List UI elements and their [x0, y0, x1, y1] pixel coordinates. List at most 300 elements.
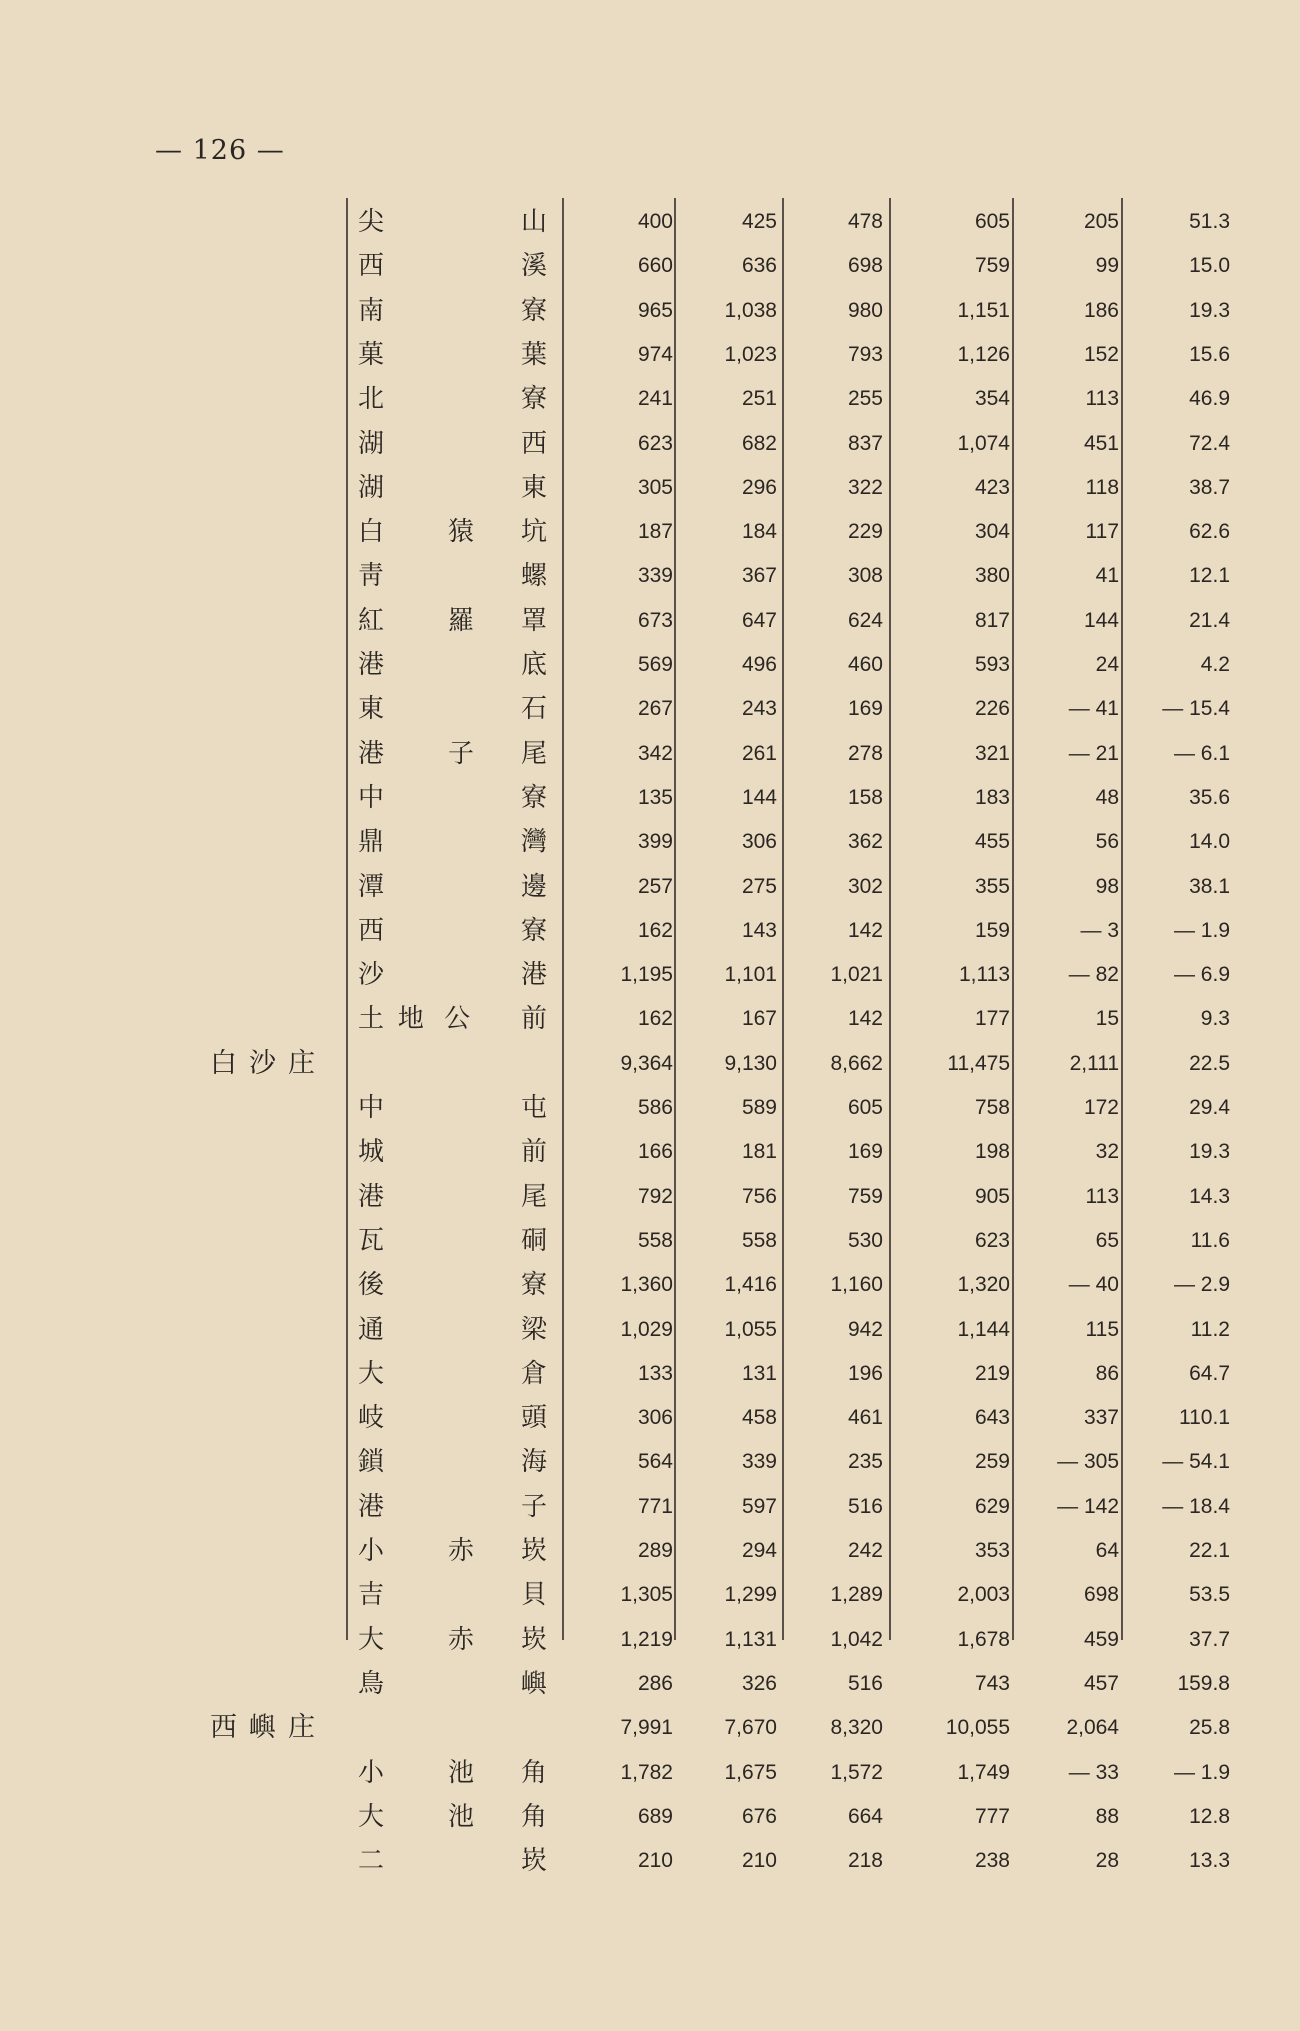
cell-value: 242: [847, 1539, 883, 1562]
place-name-part: 港: [357, 1181, 384, 1212]
cell-value: — 15.4: [1162, 697, 1230, 721]
cell-value: 35.6: [1189, 785, 1230, 809]
cell-value: 41: [1095, 564, 1119, 588]
place-name-part: 子: [447, 738, 474, 769]
cell-value: 354: [974, 387, 1010, 411]
cell-value: 15.6: [1189, 342, 1230, 366]
cell-value: 965: [637, 298, 673, 322]
cell-value: — 1.9: [1173, 918, 1230, 942]
place-name-part: 鳥: [357, 1668, 384, 1699]
table-row: [0, 1308, 1300, 1352]
table-row: [0, 1130, 1300, 1174]
cell-value: 15: [1095, 1007, 1119, 1031]
cell-value: 380: [974, 564, 1010, 588]
cell-value: 516: [847, 1494, 883, 1518]
cell-value: 267: [637, 697, 673, 721]
cell-value: 144: [1083, 608, 1119, 632]
cell-value: 243: [741, 697, 777, 721]
cell-value: 980: [847, 298, 883, 322]
cell-value: 326: [741, 1671, 777, 1695]
cell-value: 144: [741, 785, 777, 809]
place-name-part: 土: [357, 1004, 384, 1035]
cell-value: 32: [1095, 1140, 1119, 1164]
cell-value: 169: [847, 697, 883, 721]
table-row: [0, 1795, 1300, 1839]
cell-value: 10,055: [945, 1716, 1010, 1740]
cell-value: 187: [637, 520, 673, 544]
place-name-part: 港: [357, 1491, 384, 1522]
cell-value: 11.6: [1190, 1228, 1230, 1252]
cell-value: 322: [847, 475, 883, 499]
place-name-part: 尖: [357, 207, 384, 237]
place-name-part: 寮: [520, 915, 547, 946]
cell-value: 219: [974, 1361, 1010, 1385]
table-row: [0, 554, 1300, 598]
place-name-part: 小: [357, 1757, 384, 1788]
cell-value: 64.7: [1189, 1361, 1230, 1385]
place-name-part: 中: [357, 782, 384, 813]
place-name-part: 石: [520, 694, 547, 725]
cell-value: 1,055: [724, 1317, 777, 1341]
table-row: [0, 1529, 1300, 1573]
place-name-part: 北: [357, 384, 384, 415]
place-name-part: 尾: [520, 738, 547, 769]
table-row: [0, 1751, 1300, 1795]
table-row: [0, 510, 1300, 554]
cell-value: 660: [637, 254, 673, 278]
table-row: [0, 1396, 1300, 1440]
cell-value: 362: [847, 830, 883, 854]
place-name-part: 邊: [520, 871, 547, 902]
place-name-part: 池: [447, 1801, 474, 1832]
table-row: [0, 1440, 1300, 1484]
cell-value: — 6.9: [1173, 963, 1230, 987]
cell-value: 25.8: [1189, 1716, 1230, 1740]
place-name-part: 城: [357, 1137, 384, 1168]
place-name-part: 白: [357, 517, 384, 548]
cell-value: — 18.4: [1162, 1494, 1230, 1518]
cell-value: 167: [741, 1007, 777, 1031]
cell-value: 241: [637, 387, 673, 411]
cell-value: 238: [974, 1849, 1010, 1873]
cell-value: 162: [637, 1007, 673, 1031]
cell-value: 38.7: [1189, 475, 1230, 499]
cell-value: 11,475: [947, 1051, 1010, 1075]
cell-value: 198: [974, 1140, 1010, 1164]
cell-value: 28: [1095, 1849, 1119, 1873]
cell-value: 353: [974, 1539, 1010, 1562]
cell-value: 235: [847, 1450, 883, 1474]
cell-value: 196: [847, 1361, 883, 1385]
cell-value: — 41: [1068, 697, 1119, 721]
cell-value: 113: [1085, 387, 1119, 411]
cell-value: 184: [741, 520, 777, 544]
cell-value: 86: [1095, 1361, 1119, 1385]
cell-value: 564: [637, 1450, 673, 1474]
cell-value: 166: [637, 1140, 673, 1164]
cell-value: 698: [847, 254, 883, 278]
place-name-part: 坑: [520, 517, 547, 548]
place-name-part: 二: [357, 1846, 384, 1877]
place-name-part: 羅: [447, 605, 474, 636]
place-name-part: 尾: [520, 1181, 547, 1212]
place-name-part: 沙: [357, 960, 384, 991]
cell-value: 1,126: [957, 342, 1010, 366]
cell-value: 1,675: [724, 1760, 777, 1784]
cell-value: 321: [974, 741, 1010, 765]
cell-value: 46.9: [1189, 387, 1230, 411]
cell-value: 302: [847, 874, 883, 898]
cell-value: 218: [847, 1849, 883, 1873]
cell-value: 7,670: [724, 1716, 777, 1740]
cell-value: 29.4: [1189, 1096, 1230, 1119]
cell-value: 2,003: [957, 1583, 1010, 1607]
cell-value: — 1.9: [1173, 1760, 1230, 1784]
cell-value: 771: [637, 1494, 673, 1518]
cell-value: 516: [847, 1671, 883, 1695]
cell-value: 1,782: [620, 1760, 673, 1784]
cell-value: 9,364: [620, 1051, 673, 1075]
cell-value: 143: [741, 918, 777, 942]
cell-value: 9,130: [724, 1051, 777, 1075]
place-name-part: 灣: [520, 827, 547, 858]
place-name-part: 寮: [520, 782, 547, 813]
cell-value: 251: [741, 387, 777, 411]
table-row: [0, 200, 1300, 244]
place-name-part: 湖: [357, 472, 384, 503]
cell-value: 458: [741, 1406, 777, 1430]
cell-value: 1,029: [620, 1317, 673, 1341]
place-name-part: 紅: [357, 605, 384, 636]
place-name-part: 角: [520, 1757, 547, 1788]
table-row: [0, 1618, 1300, 1662]
place-name-part: 東: [520, 472, 547, 503]
cell-value: 643: [974, 1406, 1010, 1430]
cell-value: — 6.1: [1173, 741, 1230, 765]
cell-value: 24: [1095, 653, 1119, 676]
cell-value: 569: [637, 653, 673, 676]
cell-value: 259: [974, 1450, 1010, 1474]
cell-value: 647: [741, 608, 777, 632]
cell-value: 1,572: [830, 1760, 883, 1784]
cell-value: 623: [637, 431, 673, 455]
place-name-part: 赤: [447, 1624, 474, 1655]
place-name-part: 葉: [520, 339, 547, 370]
place-name-part: 硐: [520, 1225, 547, 1256]
cell-value: 162: [637, 918, 673, 942]
cell-value: 306: [637, 1406, 673, 1430]
cell-value: 210: [741, 1849, 777, 1873]
place-name-part: 鎖: [357, 1447, 384, 1478]
cell-value: 294: [741, 1539, 777, 1562]
table-row: [0, 687, 1300, 731]
cell-value: 337: [1083, 1406, 1119, 1430]
table-row: [0, 1662, 1300, 1706]
place-name-part: 地 公: [397, 1004, 477, 1035]
cell-value: 177: [974, 1007, 1010, 1031]
cell-value: 793: [847, 342, 883, 366]
cell-value: 461: [847, 1406, 883, 1430]
cell-value: 2,064: [1066, 1716, 1119, 1740]
cell-value: 1,131: [724, 1627, 777, 1651]
cell-value: 21.4: [1189, 608, 1230, 632]
cell-value: 777: [974, 1804, 1010, 1828]
cell-value: 605: [974, 210, 1010, 233]
place-name-part: 通: [357, 1314, 384, 1345]
cell-value: 88: [1095, 1804, 1119, 1828]
place-name-part: 吉: [357, 1580, 384, 1611]
table-row: [0, 997, 1300, 1041]
cell-value: 597: [741, 1494, 777, 1518]
table-row: [0, 1175, 1300, 1219]
place-name-part: 瓦: [357, 1225, 384, 1256]
cell-value: 459: [1083, 1627, 1119, 1651]
place-name-part: 倉: [520, 1358, 547, 1389]
cell-value: 226: [974, 697, 1010, 721]
place-name-part: 螺: [520, 561, 547, 592]
cell-value: 286: [637, 1671, 673, 1695]
place-name-part: 岐: [357, 1403, 384, 1434]
cell-value: 210: [637, 1849, 673, 1873]
cell-value: 399: [637, 830, 673, 854]
page-number: — 126 —: [155, 135, 285, 166]
table-row: [0, 333, 1300, 377]
cell-value: 1,038: [724, 298, 777, 322]
place-name-part: 崁: [520, 1624, 547, 1655]
cell-value: 837: [847, 431, 883, 455]
cell-value: 455: [974, 830, 1010, 854]
cell-value: 99: [1095, 254, 1119, 278]
cell-value: 756: [741, 1184, 777, 1208]
place-name-part: 山: [520, 207, 547, 237]
place-name-part: 西: [520, 428, 547, 459]
cell-value: — 33: [1068, 1760, 1119, 1784]
cell-value: 355: [974, 874, 1010, 898]
place-name-part: 崁: [520, 1536, 547, 1566]
table-row: [0, 909, 1300, 953]
cell-value: 15.0: [1189, 254, 1230, 278]
cell-value: 1,219: [620, 1627, 673, 1651]
table-row: [0, 1839, 1300, 1883]
cell-value: 558: [741, 1228, 777, 1252]
place-name-part: 寮: [520, 295, 547, 326]
cell-value: 12.1: [1189, 564, 1230, 588]
cell-value: 1,021: [830, 963, 883, 987]
township-label: 白沙庄: [210, 1047, 327, 1079]
cell-value: 759: [847, 1184, 883, 1208]
place-name-part: 港: [520, 960, 547, 991]
table-row: [0, 377, 1300, 421]
place-name-part: 赤: [447, 1536, 474, 1566]
cell-value: 1,023: [724, 342, 777, 366]
table-row: [0, 732, 1300, 776]
place-name-part: 菓: [357, 339, 384, 370]
township-label: 西嶼庄: [210, 1712, 327, 1744]
cell-value: 339: [637, 564, 673, 588]
cell-value: 205: [1083, 210, 1119, 233]
cell-value: 131: [741, 1361, 777, 1385]
cell-value: 261: [741, 741, 777, 765]
cell-value: 974: [637, 342, 673, 366]
cell-value: 8,662: [830, 1051, 883, 1075]
cell-value: 682: [741, 431, 777, 455]
cell-value: 1,289: [830, 1583, 883, 1607]
cell-value: 1,320: [957, 1273, 1010, 1297]
cell-value: 159: [974, 918, 1010, 942]
cell-value: 19.3: [1189, 1140, 1230, 1164]
cell-value: 792: [637, 1184, 673, 1208]
cell-value: 142: [847, 1007, 883, 1031]
place-name-part: 南: [357, 295, 384, 326]
cell-value: 1,151: [957, 298, 1010, 322]
place-name-part: 中: [357, 1093, 384, 1123]
cell-value: 172: [1083, 1096, 1119, 1119]
table-row: [0, 1485, 1300, 1529]
cell-value: 1,160: [830, 1273, 883, 1297]
cell-value: 673: [637, 608, 673, 632]
cell-value: 152: [1083, 342, 1119, 366]
table-row-subtotal: [0, 1042, 1300, 1086]
cell-value: — 82: [1068, 963, 1119, 987]
cell-value: 1,101: [724, 963, 777, 987]
cell-value: 530: [847, 1228, 883, 1252]
place-name-part: 罩: [520, 605, 547, 636]
place-name-part: 大: [357, 1801, 384, 1832]
cell-value: 13.3: [1189, 1849, 1230, 1873]
cell-value: 689: [637, 1804, 673, 1828]
cell-value: 636: [741, 254, 777, 278]
cell-value: 135: [637, 785, 673, 809]
cell-value: — 21: [1068, 741, 1119, 765]
place-name-part: 東: [357, 694, 384, 725]
cell-value: 158: [847, 785, 883, 809]
cell-value: 72.4: [1189, 431, 1230, 455]
cell-value: 1,305: [620, 1583, 673, 1607]
cell-value: 1,074: [957, 431, 1010, 455]
place-name-part: 角: [520, 1801, 547, 1832]
cell-value: 676: [741, 1804, 777, 1828]
cell-value: 14.0: [1189, 830, 1230, 854]
cell-value: 14.3: [1189, 1184, 1230, 1208]
table-row: [0, 953, 1300, 997]
cell-value: 62.6: [1189, 520, 1230, 544]
cell-value: 758: [974, 1096, 1010, 1119]
cell-value: 133: [637, 1361, 673, 1385]
cell-value: 117: [1085, 520, 1119, 544]
place-name-part: 小: [357, 1536, 384, 1566]
cell-value: 1,360: [620, 1273, 673, 1297]
cell-value: 1,416: [724, 1273, 777, 1297]
place-name-part: 屯: [520, 1093, 547, 1123]
cell-value: — 2.9: [1173, 1273, 1230, 1297]
place-name-part: 大: [357, 1624, 384, 1655]
cell-value: 275: [741, 874, 777, 898]
cell-value: 113: [1085, 1184, 1119, 1208]
cell-value: 186: [1083, 298, 1119, 322]
table-row: [0, 1263, 1300, 1307]
cell-value: 22.1: [1189, 1539, 1230, 1562]
cell-value: 1,144: [957, 1317, 1010, 1341]
table-row: [0, 599, 1300, 643]
cell-value: 7,991: [620, 1716, 673, 1740]
cell-value: 593: [974, 653, 1010, 676]
cell-value: 181: [741, 1140, 777, 1164]
place-name-part: 西: [357, 251, 384, 282]
place-name-part: 後: [357, 1270, 384, 1301]
cell-value: 64: [1095, 1539, 1119, 1562]
cell-value: 255: [847, 387, 883, 411]
cell-value: 11.2: [1190, 1317, 1230, 1341]
place-name-part: 前: [520, 1137, 547, 1168]
cell-value: 2,111: [1069, 1051, 1119, 1075]
place-name-part: 貝: [520, 1580, 547, 1611]
cell-value: 8,320: [830, 1716, 883, 1740]
table-row: [0, 643, 1300, 687]
cell-value: 118: [1085, 475, 1119, 499]
cell-value: — 3: [1080, 918, 1119, 942]
cell-value: 48: [1095, 785, 1119, 809]
cell-value: 296: [741, 475, 777, 499]
cell-value: 37.7: [1189, 1627, 1230, 1651]
table-row: [0, 1086, 1300, 1130]
place-name-part: 鼎: [357, 827, 384, 858]
cell-value: — 142: [1057, 1494, 1119, 1518]
place-name-part: 崁: [520, 1846, 547, 1877]
table-row: [0, 244, 1300, 288]
place-name-part: 潭: [357, 871, 384, 902]
cell-value: 339: [741, 1450, 777, 1474]
cell-value: 400: [637, 210, 673, 233]
cell-value: 367: [741, 564, 777, 588]
cell-value: 558: [637, 1228, 673, 1252]
cell-value: 624: [847, 608, 883, 632]
cell-value: 423: [974, 475, 1010, 499]
cell-value: 142: [847, 918, 883, 942]
table-row: [0, 1219, 1300, 1263]
cell-value: 942: [847, 1317, 883, 1341]
cell-value: 1,042: [830, 1627, 883, 1651]
cell-value: 496: [741, 653, 777, 676]
place-name-part: 猿: [447, 517, 474, 548]
place-name-part: 靑: [357, 561, 384, 592]
place-name-part: 西: [357, 915, 384, 946]
cell-value: 53.5: [1189, 1583, 1230, 1607]
cell-value: 51.3: [1189, 210, 1230, 233]
cell-value: 460: [847, 653, 883, 676]
cell-value: 589: [741, 1096, 777, 1119]
cell-value: 478: [847, 210, 883, 233]
cell-value: — 305: [1057, 1450, 1119, 1474]
place-name-part: 寮: [520, 384, 547, 415]
cell-value: 1,195: [620, 963, 673, 987]
cell-value: 65: [1095, 1228, 1119, 1252]
cell-value: 159.8: [1177, 1671, 1230, 1695]
cell-value: 115: [1085, 1317, 1119, 1341]
cell-value: 22.5: [1189, 1051, 1230, 1075]
place-name-part: 寮: [520, 1270, 547, 1301]
cell-value: 306: [741, 830, 777, 854]
cell-value: 278: [847, 741, 883, 765]
cell-value: 1,749: [957, 1760, 1010, 1784]
cell-value: 12.8: [1189, 1804, 1230, 1828]
place-name-part: 港: [357, 738, 384, 769]
place-name-part: 前: [520, 1004, 547, 1035]
cell-value: 229: [847, 520, 883, 544]
cell-value: — 54.1: [1162, 1450, 1230, 1474]
cell-value: 1,113: [959, 963, 1010, 987]
cell-value: 289: [637, 1539, 673, 1562]
cell-value: 817: [974, 608, 1010, 632]
